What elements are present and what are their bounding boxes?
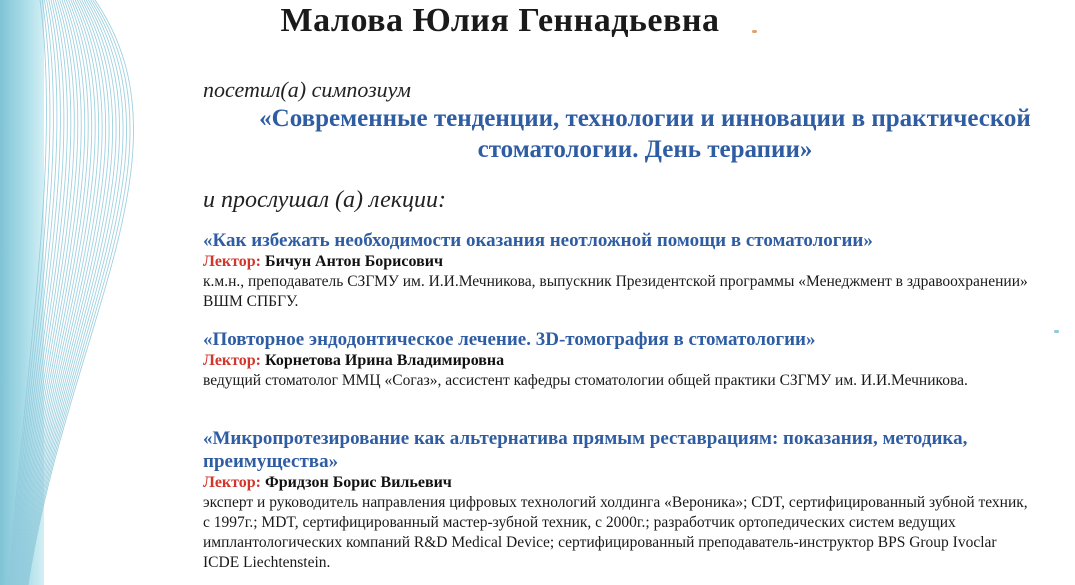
lector-name: Бичун Антон Борисович [265, 253, 443, 270]
symposium-title: «Современные тенденции, технологии и инновации в практической стоматологии. День терапии» [259, 105, 1031, 163]
listened-label: и прослушал (а) лекции: [203, 187, 446, 213]
lector-label: Лектор: [203, 253, 262, 270]
lector-name: Корнетова Ирина Владимировна [265, 352, 505, 369]
attended-label: посетил(а) симпозиум [203, 77, 411, 102]
lecture-title: «Микропротезирование как альтернатива прямым реставрациям: показания, методика, преимущества» [203, 428, 968, 472]
lector-label: Лектор: [203, 352, 262, 369]
lecture-item [203, 229, 1033, 312]
lector-description: к.м.н., преподаватель СЗГМУ им. И.И.Мечникова, выпускник Президентской программы «Менеджмент в здравоохранении» ВШМ СПБГУ. [203, 273, 1028, 310]
lecture-title: «Как избежать необходимости оказания неотложной помощи в стоматологии» [203, 230, 873, 251]
lector-line [203, 473, 1033, 493]
lecture-title: «Повторное эндодонтическое лечение. 3D-томография в стоматологии» [203, 329, 816, 350]
decorative-dot [1054, 330, 1059, 333]
lector-line [203, 351, 1033, 371]
lecture-item [203, 427, 1033, 573]
wave-line [19, 0, 95, 585]
decorative-dot [752, 30, 757, 33]
lector-description: эксперт и руководитель направления цифровых технологий холдинга «Вероника»; CDT, сертифицированный зубной техник, с 1997г.; MDT, сертифицированный мастер-зубной техник, с 2000г.; разработчик ортопедических систем ведущих имплантологических компаний R&D Medical Device; сертифицированный преподаватель-инструктор BPS Group Ivoclar ICDE Liechtenstein. [203, 494, 1028, 571]
decorative-wave-lines [0, 0, 220, 585]
wave-line [23, 0, 112, 585]
lector-line [203, 252, 1033, 272]
recipient-name: Малова Юлия Геннадьевна [280, 2, 720, 39]
lector-label: Лектор: [203, 474, 262, 491]
lecture-item [203, 328, 1033, 391]
lector-name: Фридзон Борис Вильевич [265, 474, 452, 491]
lector-description: ведущий стоматолог ММЦ «Согаз», ассистент кафедры стоматологии общей практики СЗГМУ им. И.И.Мечникова. [203, 372, 968, 389]
